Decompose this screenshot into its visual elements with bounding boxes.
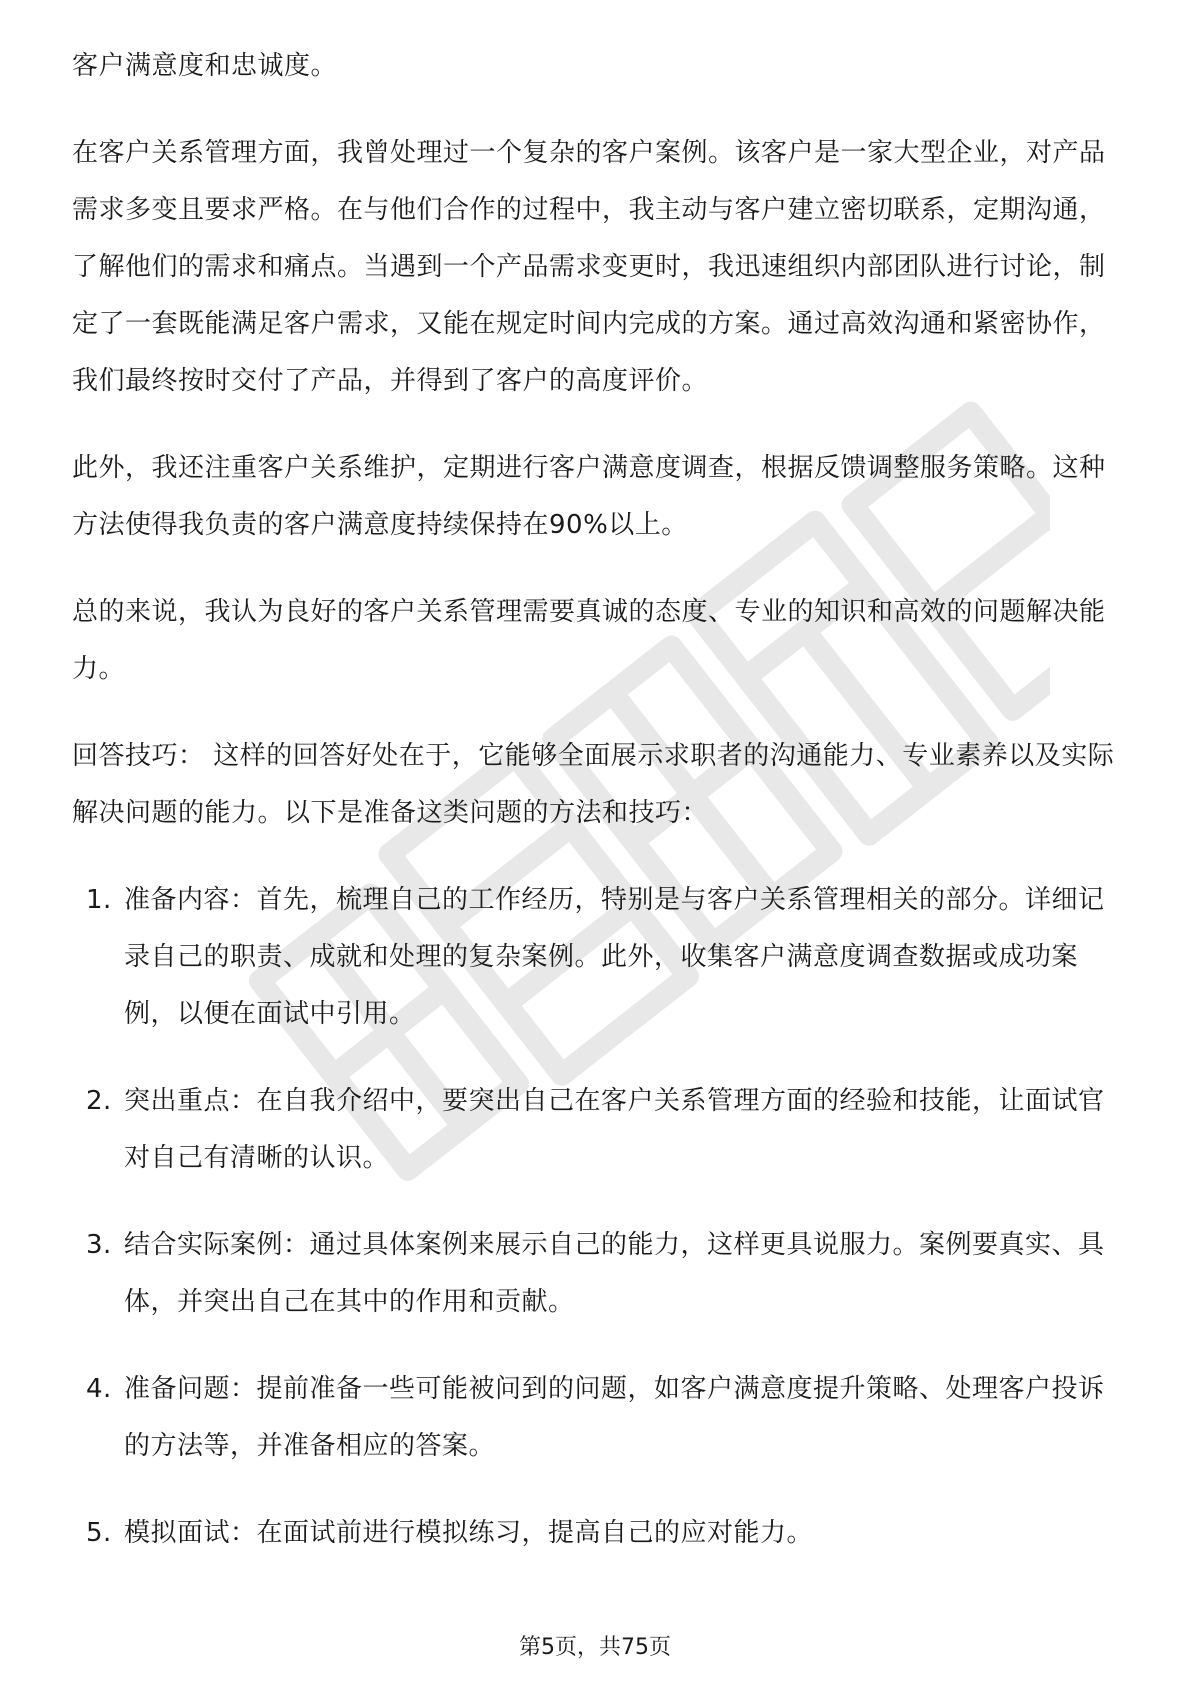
list-item-text: 准备内容：首先，梳理自己的工作经历，特别是与客户关系管理相关的部分。详细记录自己的职责、成就和处理的复杂案例。此外，收集客户满意度调查数据或成功案例，以便在面试中引用。 [124,885,1105,1029]
list-item [72,1217,1122,1331]
list-item [72,1073,1122,1187]
paragraph-case-example: 在客户关系管理方面，我曾处理过一个复杂的客户案例。该客户是一家大型企业，对产品需求多变且要求严格。在与他们合作的过程中，我主动与客户建立密切联系，定期沟通，了解他们的需求和痛点。当遇到一个产品需求变更时，我迅速组织内部团队进行讨论，制定了一套既能满足客户需求，又能在规定时间内完成的方案。通过高效沟通和紧密协作，我们最终按时交付了产品，并得到了客户的高度评价。 [72,138,1106,396]
list-item [72,1361,1122,1475]
page-number-footer: 第5页，共75页 [519,1635,671,1660]
list-item-text: 准备问题：提前准备一些可能被问到的问题，如客户满意度提升策略、处理客户投诉的方法等，并准备相应的答案。 [124,1374,1105,1461]
tips-list [72,872,1122,1562]
list-item-number: 2. [86,1086,112,1116]
paragraph-intro-tail: 客户满意度和忠诚度。 [72,51,338,81]
list-item-text: 结合实际案例：通过具体案例来展示自己的能力，这样更具说服力。案例要真实、具体，并突出自己在其中的作用和贡献。 [124,1230,1105,1317]
paragraph-summary: 总的来说，我认为良好的客户关系管理需要真诚的态度、专业的知识和高效的问题解决能力。 [72,597,1106,684]
list-item-text: 突出重点：在自我介绍中，要突出自己在客户关系管理方面的经验和技能，让面试官对自己有清晰的认识。 [124,1086,1105,1173]
paragraph-answer-tips: 回答技巧： 这样的回答好处在于，它能够全面展示求职者的沟通能力、专业素养以及实际解决问题的能力。以下是准备这类问题的方法和技巧： [72,741,1115,828]
list-item-number: 1. [86,885,112,915]
list-item-number: 4. [86,1374,112,1404]
list-item [72,1505,1122,1562]
list-item [72,872,1122,1043]
document-body [72,38,1122,1592]
paragraph-maintenance: 此外，我还注重客户关系维护，定期进行客户满意度调查，根据反馈调整服务策略。这种方法使得我负责的客户满意度持续保持在90%以上。 [72,453,1106,540]
list-item-text: 模拟面试：在面试前进行模拟练习，提高自己的应对能力。 [124,1518,814,1548]
list-item-number: 5. [86,1518,112,1548]
list-item-number: 3. [86,1230,112,1260]
